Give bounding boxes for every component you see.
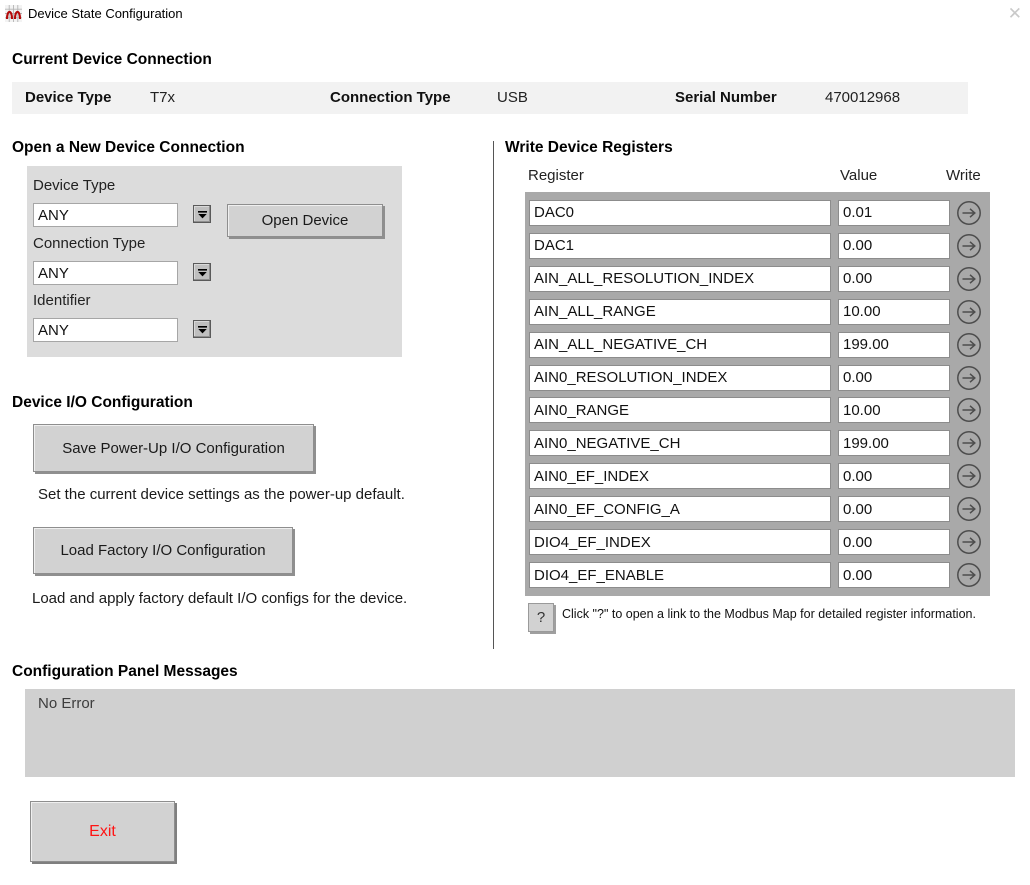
title-bar (0, 0, 1030, 28)
register-row (529, 364, 986, 392)
write-button[interactable] (955, 462, 983, 490)
serial-number-label: Serial Number (675, 89, 777, 106)
write-button[interactable] (955, 561, 983, 589)
register-value-input[interactable] (838, 430, 950, 456)
write-arrow-icon (956, 397, 982, 423)
write-arrow-icon (956, 496, 982, 522)
connection-type-label: Connection Type (330, 89, 451, 106)
modbus-help-text: Click "?" to open a link to the Modbus Map for detailed register information. (562, 607, 976, 621)
serial-number-value: 470012968 (825, 89, 901, 106)
register-row (529, 561, 986, 589)
new-device-type-label: Device Type (33, 177, 116, 194)
connection-type-dropdown-button[interactable] (193, 263, 211, 281)
current-connection-bar (12, 82, 968, 114)
register-table (525, 192, 990, 596)
register-row (529, 232, 986, 260)
register-row (529, 265, 986, 293)
write-button[interactable] (955, 265, 983, 293)
write-arrow-icon (956, 562, 982, 588)
write-arrow-icon (956, 332, 982, 358)
window-title: Device State Configuration (28, 6, 183, 21)
new-connection-type-input[interactable] (33, 261, 178, 285)
write-arrow-icon (956, 529, 982, 555)
modbus-help-button[interactable]: ? (528, 603, 554, 632)
register-value-input[interactable] (838, 332, 950, 358)
save-powerup-config-button[interactable]: Save Power-Up I/O Configuration (33, 424, 314, 472)
device-type-dropdown-button[interactable] (193, 205, 211, 223)
write-column-header: Write (946, 167, 981, 184)
current-connection-heading: Current Device Connection (12, 51, 212, 68)
messages-heading: Configuration Panel Messages (12, 663, 238, 680)
register-name-input[interactable] (529, 463, 831, 489)
register-name-input[interactable] (529, 529, 831, 555)
register-value-input[interactable] (838, 463, 950, 489)
register-row (529, 331, 986, 359)
register-row (529, 199, 986, 227)
device-type-value: T7x (150, 89, 176, 106)
register-name-input[interactable] (529, 430, 831, 456)
register-name-input[interactable] (529, 397, 831, 423)
registers-heading: Write Device Registers (505, 139, 673, 156)
register-row (529, 429, 986, 457)
write-button[interactable] (955, 232, 983, 260)
new-connection-type-label: Connection Type (33, 235, 146, 252)
register-value-input[interactable] (838, 365, 950, 391)
register-value-input[interactable] (838, 397, 950, 423)
register-value-input[interactable] (838, 529, 950, 555)
exit-button[interactable]: Exit (30, 801, 175, 862)
write-arrow-icon (956, 365, 982, 391)
register-name-input[interactable] (529, 299, 831, 325)
identifier-label: Identifier (33, 292, 91, 309)
io-config-heading: Device I/O Configuration (12, 394, 193, 411)
register-row (529, 528, 986, 556)
write-arrow-icon (956, 200, 982, 226)
write-button[interactable] (955, 331, 983, 359)
messages-box (25, 689, 1015, 777)
register-value-input[interactable] (838, 200, 950, 226)
write-arrow-icon (956, 299, 982, 325)
register-row (529, 495, 986, 523)
register-name-input[interactable] (529, 496, 831, 522)
write-button[interactable] (955, 396, 983, 424)
new-device-type-input[interactable] (33, 203, 178, 227)
load-config-description: Load and apply factory default I/O configs for the device. (32, 590, 408, 607)
register-name-input[interactable] (529, 332, 831, 358)
open-device-button[interactable]: Open Device (227, 204, 383, 237)
register-value-input[interactable] (838, 233, 950, 259)
register-value-input[interactable] (838, 266, 950, 292)
register-name-input[interactable] (529, 200, 831, 226)
register-name-input[interactable] (529, 562, 831, 588)
register-value-input[interactable] (838, 496, 950, 522)
save-config-description: Set the current device settings as the power-up default. (38, 486, 405, 503)
register-value-input[interactable] (838, 299, 950, 325)
write-arrow-icon (956, 430, 982, 456)
write-button[interactable] (955, 495, 983, 523)
close-icon[interactable]: ✕ (1007, 4, 1022, 23)
dropdown-arrow-icon (197, 325, 208, 334)
register-row (529, 298, 986, 326)
register-row (529, 462, 986, 490)
device-type-label: Device Type (25, 89, 112, 106)
dropdown-arrow-icon (197, 210, 208, 219)
value-column-header: Value (840, 167, 878, 184)
register-name-input[interactable] (529, 266, 831, 292)
connection-type-value: USB (497, 89, 528, 106)
register-value-input[interactable] (838, 562, 950, 588)
register-column-header: Register (528, 167, 584, 184)
write-button[interactable] (955, 528, 983, 556)
write-button[interactable] (955, 364, 983, 392)
app-waveform-icon (5, 5, 22, 22)
write-arrow-icon (956, 463, 982, 489)
register-row (529, 396, 986, 424)
dropdown-arrow-icon (197, 268, 208, 277)
open-connection-heading: Open a New Device Connection (12, 139, 245, 156)
write-button[interactable] (955, 298, 983, 326)
write-button[interactable] (955, 199, 983, 227)
write-button[interactable] (955, 429, 983, 457)
identifier-dropdown-button[interactable] (193, 320, 211, 338)
load-factory-config-button[interactable]: Load Factory I/O Configuration (33, 527, 293, 574)
section-divider (493, 141, 494, 649)
register-name-input[interactable] (529, 365, 831, 391)
write-arrow-icon (956, 266, 982, 292)
register-name-input[interactable] (529, 233, 831, 259)
write-arrow-icon (956, 233, 982, 259)
identifier-input[interactable] (33, 318, 178, 342)
messages-text: No Error (38, 695, 95, 712)
